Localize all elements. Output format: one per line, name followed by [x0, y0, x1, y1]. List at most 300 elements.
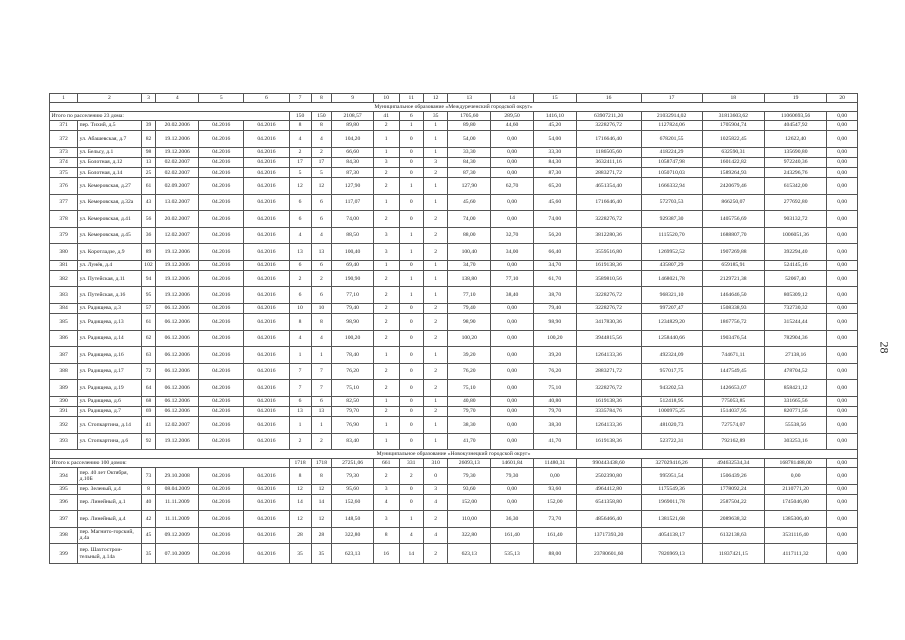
table-cell: 6132138,63 [702, 527, 764, 544]
table-cell: 28 [311, 527, 332, 544]
table-cell: 43 [141, 194, 156, 211]
table-cell: 04.2016 [199, 211, 244, 228]
table-cell: 392 [50, 417, 78, 434]
table-cell: 5 [311, 168, 332, 178]
table-cell: 04.2016 [244, 194, 289, 211]
table-row [50, 314, 858, 331]
table-cell: 35 [141, 544, 156, 564]
table-cell: 0,00 [827, 147, 858, 157]
table-cell: 93,60 [533, 484, 576, 494]
table-cell: 11.11.2009 [156, 511, 199, 528]
table-cell: 0,00 [491, 417, 534, 434]
table-cell: 2 [373, 121, 399, 131]
table-cell: 76,20 [448, 363, 491, 380]
table-cell: 12 [311, 484, 332, 494]
table-cell: 13 [311, 244, 332, 261]
table-cell: 55538,56 [764, 417, 826, 434]
table-cell: 04.2016 [244, 260, 289, 270]
table-cell: 0,00 [827, 484, 858, 494]
table-cell: 3228276,72 [576, 303, 641, 313]
table-cell: 04.2016 [199, 417, 244, 434]
table-cell: 0,00 [827, 363, 858, 380]
total-cell: 150 [311, 112, 332, 121]
table-cell: 0,00 [827, 131, 858, 148]
table-cell: 0,00 [827, 270, 858, 287]
table-row [50, 363, 858, 380]
table-cell: 0,00 [827, 287, 858, 304]
table-cell: 56 [141, 211, 156, 228]
table-cell: 04.2016 [199, 131, 244, 148]
table-cell: 2 [423, 363, 447, 380]
table-cell: 87,30 [332, 168, 374, 178]
address-cell: пер. Линейный, д.4 [78, 511, 142, 528]
table-cell: 79,70 [332, 406, 374, 416]
table-cell: 45 [141, 527, 156, 544]
table-cell: 388 [50, 363, 78, 380]
table-cell: 19.12.2006 [156, 433, 199, 450]
table-cell: 1619138,36 [576, 260, 641, 270]
table-cell: 435807,29 [641, 260, 702, 270]
table-cell: 04.2016 [244, 131, 289, 148]
table-cell: 1 [373, 433, 399, 450]
table-cell: 3531116,40 [764, 527, 826, 544]
table-cell: 13 [289, 244, 311, 261]
table-cell: 04.2016 [199, 544, 244, 564]
table-cell: 678201,55 [641, 131, 702, 148]
table-row [50, 347, 858, 364]
table-cell: 148,50 [332, 511, 374, 528]
address-cell: ул. Радищева, д.3 [78, 303, 142, 313]
table-cell: 6 [289, 396, 311, 406]
table-cell: 07.10.2009 [156, 544, 199, 564]
table-cell: 1 [399, 227, 423, 244]
table-cell: 0 [399, 380, 423, 397]
table-cell: 19.12.2006 [156, 244, 199, 261]
table-cell: 377 [50, 194, 78, 211]
table-cell: 0,00 [491, 131, 534, 148]
table-cell: 78,40 [332, 347, 374, 364]
table-cell: 0 [399, 396, 423, 406]
table-cell: 0 [399, 157, 423, 167]
table-cell: 3944815,56 [576, 330, 641, 347]
column-number-cell: 4 [156, 94, 199, 103]
table-cell: 98 [141, 147, 156, 157]
table-cell: 0,00 [491, 260, 534, 270]
address-cell: ул. Путейская, д.16 [78, 287, 142, 304]
table-cell: 0 [399, 406, 423, 416]
table-cell: 04.2016 [199, 363, 244, 380]
table-cell: 32,70 [491, 227, 534, 244]
table-cell: 303253,16 [764, 433, 826, 450]
table-cell: 04.2016 [199, 433, 244, 450]
table-cell: 1058747,98 [641, 157, 702, 167]
table-cell: 04.2016 [244, 303, 289, 313]
table-cell: 4 [311, 227, 332, 244]
table-cell: 0,00 [491, 406, 534, 416]
address-cell: ул. Лунёв, д.4 [78, 260, 142, 270]
table-cell: 04.2016 [244, 494, 289, 511]
table-cell: 1006051,36 [764, 227, 826, 244]
total-cell: 0,00 [827, 459, 858, 468]
table-cell: 12 [311, 178, 332, 195]
table-cell: 0 [399, 168, 423, 178]
table-cell: 38,30 [533, 417, 576, 434]
table-cell: 0,00 [827, 168, 858, 178]
section-total-label: Итого к расселению 100 домов: [50, 459, 290, 468]
table-cell: 2 [423, 303, 447, 313]
table-cell: 0,00 [827, 433, 858, 450]
table-cell: 805309,12 [764, 287, 826, 304]
table-cell: 1468021,78 [641, 270, 702, 287]
table-row [50, 157, 858, 167]
table-cell: 1234829,20 [641, 314, 702, 331]
section-title-row [50, 450, 858, 459]
section-title-row [50, 103, 858, 112]
table-cell: 02.09.2007 [156, 178, 199, 195]
table-cell: 41,70 [448, 433, 491, 450]
table-cell: 11.11.2009 [156, 494, 199, 511]
table-cell: 1 [399, 121, 423, 131]
table-cell: 06.12.2006 [156, 347, 199, 364]
table-cell: 09.12.2009 [156, 527, 199, 544]
total-cell: 494632534,34 [702, 459, 764, 468]
table-cell: 7 [289, 380, 311, 397]
table-cell: 161,40 [533, 527, 576, 544]
table-cell: 04.2016 [244, 380, 289, 397]
total-cell: 14601,84 [491, 459, 534, 468]
table-cell: 06.12.2006 [156, 380, 199, 397]
table-cell: 2 [311, 147, 332, 157]
table-cell: 0,00 [827, 260, 858, 270]
table-cell: 10 [289, 303, 311, 313]
table-cell: 418224,29 [641, 147, 702, 157]
table-row [50, 380, 858, 397]
total-cell: 150 [289, 112, 311, 121]
address-cell: пер. Шахтострои-тельный, д.14а [78, 544, 142, 564]
table-cell: 6 [311, 211, 332, 228]
table-cell: 138,80 [448, 270, 491, 287]
table-cell: 33,30 [533, 147, 576, 157]
table-cell: 12 [289, 484, 311, 494]
table-cell: 0 [399, 347, 423, 364]
table-cell: 0,00 [827, 417, 858, 434]
table-cell: 1186505,60 [576, 147, 641, 157]
table-cell: 3 [373, 227, 399, 244]
table-cell: 1 [289, 417, 311, 434]
table-cell: 1025822,45 [702, 131, 764, 148]
table-cell: 08.04.2009 [156, 484, 199, 494]
table-cell: 277692,80 [764, 194, 826, 211]
table-body [50, 94, 858, 564]
table-cell: 98,90 [332, 314, 374, 331]
total-cell: 27251,06 [332, 459, 374, 468]
table-cell: 8 [289, 121, 311, 131]
table-cell: 389 [50, 380, 78, 397]
table-cell: 2587504,22 [702, 494, 764, 511]
table-cell: 100,40 [448, 244, 491, 261]
table-cell: 1385306,40 [764, 511, 826, 528]
table-cell: 1264133,36 [576, 417, 641, 434]
table-cell: 6 [289, 260, 311, 270]
table-cell: 12622,40 [764, 131, 826, 148]
table-cell: 69,40 [332, 260, 374, 270]
table-cell: 04.2016 [199, 147, 244, 157]
table-cell: 385 [50, 314, 78, 331]
table-cell: 396 [50, 494, 78, 511]
table-cell: 04.2016 [199, 380, 244, 397]
table-cell: 1 [373, 417, 399, 434]
address-cell: пер. Линейный, д.1 [78, 494, 142, 511]
table-cell: 7 [311, 363, 332, 380]
table-cell: 04.2016 [244, 468, 289, 485]
table-cell: 76,20 [533, 363, 576, 380]
table-cell: 4 [289, 330, 311, 347]
table-cell: 2 [423, 211, 447, 228]
table-cell: 2089638,32 [702, 511, 764, 528]
table-cell: 04.2016 [199, 494, 244, 511]
table-cell: 322,80 [448, 527, 491, 544]
table-cell: 1 [311, 347, 332, 364]
address-cell: ул. Радищева, д.19 [78, 380, 142, 397]
table-cell: 2110771,20 [764, 484, 826, 494]
table-cell: 04.2016 [244, 178, 289, 195]
table-cell: 04.2016 [244, 417, 289, 434]
table-cell: 79,40 [332, 303, 374, 313]
table-cell: 523722,31 [641, 433, 702, 450]
table-cell: 1426653,07 [702, 380, 764, 397]
table-cell: 61 [141, 314, 156, 331]
table-cell: 322,80 [332, 527, 374, 544]
table-cell: 34,70 [448, 260, 491, 270]
table-cell: 83,40 [332, 433, 374, 450]
table-cell: 371 [50, 121, 78, 131]
total-cell: 1705,60 [448, 112, 491, 121]
table-cell: 1 [423, 270, 447, 287]
address-cell: ул. Кемеровская, д.45 [78, 227, 142, 244]
table-cell: 2420679,46 [702, 178, 764, 195]
total-cell: 31813603,62 [702, 112, 764, 121]
table-cell: 1 [423, 131, 447, 148]
total-cell: 289,50 [491, 112, 534, 121]
table-cell: 1745046,80 [764, 494, 826, 511]
table-cell: 4964412,80 [576, 484, 641, 494]
table-cell: 0 [423, 468, 447, 485]
table-cell: 0,00 [491, 314, 534, 331]
table-cell: 1 [423, 287, 447, 304]
table-cell: 929387,30 [641, 211, 702, 228]
table-cell: 1269952,52 [641, 244, 702, 261]
table-cell: 1619138,36 [576, 396, 641, 406]
table-cell: 56,20 [533, 227, 576, 244]
table-cell: 04.2016 [199, 244, 244, 261]
table-cell: 615342,00 [764, 178, 826, 195]
table-row [50, 287, 858, 304]
table-cell: 04.2016 [199, 330, 244, 347]
table-cell: 95 [141, 287, 156, 304]
column-number-cell: 5 [199, 94, 244, 103]
table-cell: 3417830,36 [576, 314, 641, 331]
total-cell: 26093,13 [448, 459, 491, 468]
table-cell: 06.12.2006 [156, 330, 199, 347]
table-cell: 243296,76 [764, 168, 826, 178]
table-cell: 17 [289, 157, 311, 167]
column-number-cell: 8 [311, 94, 332, 103]
table-cell: 79,40 [533, 303, 576, 313]
total-cell: 168781488,00 [764, 459, 826, 468]
table-cell: 1907269,88 [702, 244, 764, 261]
table-cell: 2 [399, 468, 423, 485]
table-cell: 06.12.2006 [156, 303, 199, 313]
table-cell: 19.12.2006 [156, 287, 199, 304]
table-cell: 0 [399, 147, 423, 157]
table-cell: 1 [423, 121, 447, 131]
table-row [50, 131, 858, 148]
total-cell: 1718 [289, 459, 311, 468]
table-row [50, 527, 858, 544]
table-cell: 127,90 [448, 178, 491, 195]
table-cell: 04.2016 [199, 468, 244, 485]
table-cell: 2 [373, 178, 399, 195]
total-cell: 11060693,56 [764, 112, 826, 121]
table-row [50, 178, 858, 195]
table-cell: 0 [399, 417, 423, 434]
table-cell: 04.2016 [244, 270, 289, 287]
address-cell: ул. Радищева, д.16 [78, 347, 142, 364]
section-total-row [50, 459, 858, 468]
table-cell: 1716646,40 [576, 131, 641, 148]
table-cell: 1 [423, 260, 447, 270]
table-cell: 8 [289, 468, 311, 485]
table-cell: 04.2016 [199, 157, 244, 167]
table-cell: 972240,36 [764, 157, 826, 167]
total-cell: 2108,57 [332, 112, 374, 121]
table-cell: 3335784,76 [576, 406, 641, 416]
table-cell: 744671,11 [702, 347, 764, 364]
table-cell: 39,20 [448, 347, 491, 364]
table-row [50, 511, 858, 528]
table-cell: 16 [373, 544, 399, 564]
table-row [50, 168, 858, 178]
table-cell: 52067,40 [764, 270, 826, 287]
table-cell: 84,30 [448, 157, 491, 167]
table-cell: 0,00 [827, 347, 858, 364]
table-cell: 858421,12 [764, 380, 826, 397]
column-number-cell: 12 [423, 94, 447, 103]
table-cell: 1115520,70 [641, 227, 702, 244]
table-cell: 4 [289, 131, 311, 148]
table-cell: 0,00 [827, 211, 858, 228]
total-cell: 0,00 [827, 112, 858, 121]
table-cell: 2 [423, 406, 447, 416]
table-cell: 1 [423, 433, 447, 450]
table-cell: 4 [311, 330, 332, 347]
table-cell: 3812280,36 [576, 227, 641, 244]
table-cell: 3228276,72 [576, 211, 641, 228]
table-cell: 04.2016 [244, 211, 289, 228]
table-cell: 1127824,06 [641, 121, 702, 131]
table-cell: 4 [311, 131, 332, 148]
address-cell: ул. Коротладзе, д.9 [78, 244, 142, 261]
table-cell: 375 [50, 168, 78, 178]
table-cell: 04.2016 [244, 347, 289, 364]
table-cell: 04.2016 [199, 396, 244, 406]
table-cell: 2 [373, 363, 399, 380]
address-cell: пер. Магнито-горский, д.4а [78, 527, 142, 544]
table-cell: 1666332,94 [641, 178, 702, 195]
table-cell: 87,30 [533, 168, 576, 178]
table-cell: 73,70 [533, 511, 576, 528]
table-cell: 3228276,72 [576, 287, 641, 304]
table-cell: 1506439,26 [702, 468, 764, 485]
table-cell: 572703,53 [641, 194, 702, 211]
table-cell: 38,30 [448, 417, 491, 434]
table-cell: 0,00 [827, 178, 858, 195]
table-cell: 8 [311, 121, 332, 131]
table-cell: 89,80 [332, 121, 374, 131]
table-cell: 659185,91 [702, 260, 764, 270]
table-cell: 2 [423, 380, 447, 397]
table-cell: 782904,36 [764, 330, 826, 347]
column-number-cell: 19 [764, 94, 826, 103]
table-cell: 0,00 [827, 406, 858, 416]
table-cell: 1258440,66 [641, 330, 702, 347]
table-cell: 4 [373, 494, 399, 511]
table-cell: 8 [141, 484, 156, 494]
table-cell: 0 [399, 131, 423, 148]
table-cell: 3 [423, 157, 447, 167]
table-cell: 54,00 [448, 131, 491, 148]
table-cell: 732730,32 [764, 303, 826, 313]
table-cell: 79,70 [533, 406, 576, 416]
table-cell: 632590,31 [702, 147, 764, 157]
table-cell: 0 [399, 363, 423, 380]
table-cell: 152,00 [448, 494, 491, 511]
table-cell: 2 [373, 303, 399, 313]
table-cell: 88,00 [448, 227, 491, 244]
table-cell: 94 [141, 270, 156, 287]
address-cell: ул. Кемеровская, д.27 [78, 178, 142, 195]
table-cell: 35 [289, 544, 311, 564]
table-cell: 76,20 [332, 363, 374, 380]
table-cell: 0,00 [491, 303, 534, 313]
table-cell: 04.2016 [244, 121, 289, 131]
table-cell: 995951,54 [641, 468, 702, 485]
table-cell: 0,00 [827, 468, 858, 485]
table-cell: 394 [50, 468, 78, 485]
table-cell: 100,20 [448, 330, 491, 347]
table-cell: 42 [141, 511, 156, 528]
table-cell: 66,60 [332, 147, 374, 157]
table-cell: 0 [399, 494, 423, 511]
table-row [50, 121, 858, 131]
table-cell: 190,90 [332, 270, 374, 287]
table-cell: 13 [289, 406, 311, 416]
table-cell: 79,30 [448, 468, 491, 485]
table-cell: 117,07 [332, 194, 374, 211]
table-cell: 17 [311, 157, 332, 167]
table-cell: 1050710,03 [641, 168, 702, 178]
table-cell: 1508338,93 [702, 303, 764, 313]
table-cell: 2 [373, 380, 399, 397]
table-cell: 775053,85 [702, 396, 764, 406]
table-cell: 0,00 [827, 194, 858, 211]
table-cell: 12.02.2007 [156, 417, 199, 434]
table-cell: 79,30 [332, 468, 374, 485]
table-cell: 0,00 [491, 433, 534, 450]
table-cell: 35 [311, 544, 332, 564]
table-cell: 0,00 [491, 494, 534, 511]
table-cell: 1464646,50 [702, 287, 764, 304]
